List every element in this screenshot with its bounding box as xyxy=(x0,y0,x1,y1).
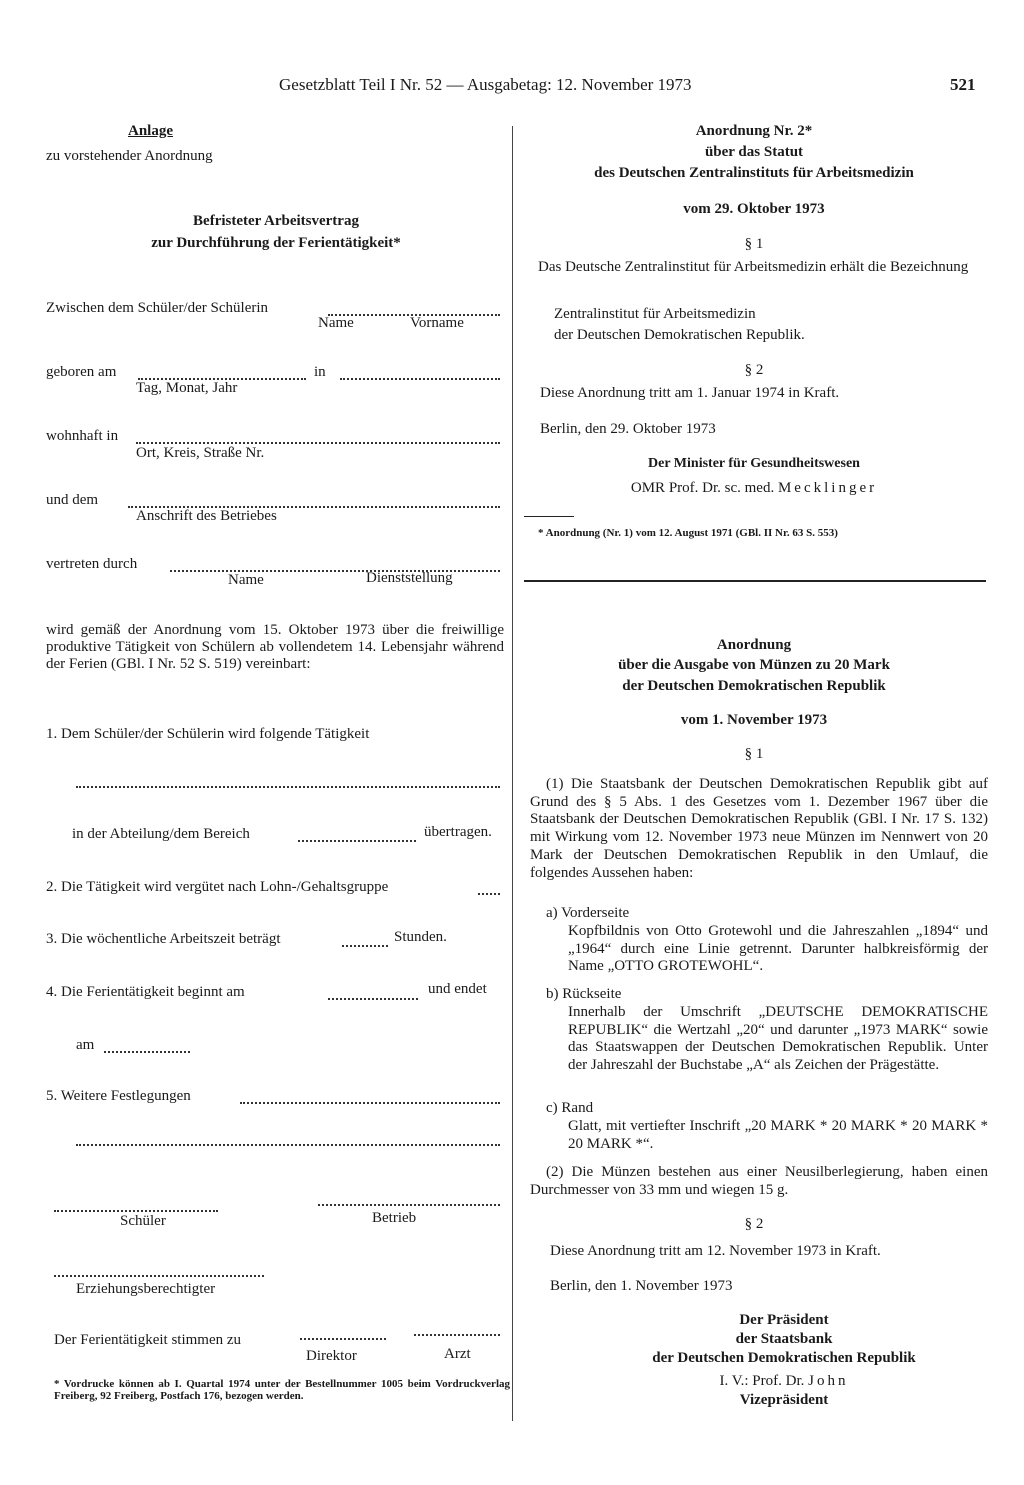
column-divider xyxy=(512,126,513,1421)
ord2-signatory-1: Der Präsident xyxy=(739,1312,829,1328)
ord1-date: vom 29. Oktober 1973 xyxy=(683,201,825,217)
ord2-vizepraesident: Vizepräsident xyxy=(739,1392,829,1408)
activity-field[interactable] xyxy=(76,786,500,788)
ord2-date: vom 1. November 1973 xyxy=(680,712,828,728)
ord1-title-1: Anordnung Nr. 2* xyxy=(695,123,813,139)
ord1-signature-prefix: OMR Prof. Dr. sc. med. xyxy=(630,480,775,496)
ord2-iv-name: John xyxy=(808,1373,849,1389)
section-separator-rule xyxy=(524,580,986,582)
vorname-caption: Vorname xyxy=(410,315,464,331)
item-1-text: 1. Dem Schüler/der Schülerin wird folgende Tätigkeit xyxy=(46,726,370,742)
page-number: 521 xyxy=(950,75,976,94)
ord1-title-3: des Deutschen Zentralinstituts für Arbeitsmedizin xyxy=(594,165,914,181)
arzt-caption: Arzt xyxy=(444,1346,471,1362)
birth-place-field[interactable] xyxy=(340,378,500,380)
ord2-iv-prefix: I. V.: Prof. Dr. xyxy=(719,1373,805,1389)
direktor-caption: Direktor xyxy=(306,1348,357,1364)
schueler-signature-field[interactable] xyxy=(54,1210,218,1212)
further-terms-field-2[interactable] xyxy=(76,1144,500,1146)
ort-caption: Ort, Kreis, Straße Nr. xyxy=(136,445,265,461)
ord2-iv-signature xyxy=(524,1373,1024,1390)
und-dem-label: und dem xyxy=(46,492,99,508)
ord2-signatory-2: der Staatsbank xyxy=(735,1331,833,1347)
ord1-section-2: § 2 xyxy=(744,362,764,378)
left-footnote: * Vordrucke können ab I. Quartal 1974 unter der Bestellnummer 1005 beim Vordruckverlag Freiberg, 92 Freiberg, Postfach 176, bezogen werden. xyxy=(54,1378,510,1402)
item-3-text: 3. Die wöchentliche Arbeitszeit beträgt xyxy=(46,931,281,947)
address-field[interactable] xyxy=(136,442,500,444)
ord1-name-1: Zentralinstitut für Arbeitsmedizin xyxy=(554,306,756,322)
ord2-c-label: c) Rand xyxy=(546,1100,594,1116)
ord2-title-2: über die Ausgabe von Münzen zu 20 Mark xyxy=(618,657,890,673)
department-field[interactable] xyxy=(298,840,416,842)
erziehung-caption: Erziehungsberechtigter xyxy=(76,1281,216,1297)
dienst-caption: Dienststellung xyxy=(366,570,453,586)
wohnhaft-label: wohnhaft in xyxy=(46,428,119,444)
betrieb-caption: Betrieb xyxy=(372,1210,417,1226)
schueler-caption: Schüler xyxy=(120,1213,166,1229)
contract-title-2: zur Durchführung der Ferientätigkeit* xyxy=(151,235,401,251)
ord2-a-label: a) Vorderseite xyxy=(546,905,630,921)
ord2-title-1: Anordnung xyxy=(716,637,792,653)
tag-caption: Tag, Monat, Jahr xyxy=(136,380,238,396)
start-date-field[interactable] xyxy=(328,998,418,1000)
ord1-signature xyxy=(524,480,984,497)
anschrift-caption: Anschrift des Betriebes xyxy=(136,508,277,524)
item-5-text: 5. Weitere Festlegungen xyxy=(46,1088,191,1104)
ord2-c-text: Glatt, mit vertiefter Inschrift „20 MARK * 20 MARK * 20 MARK * 20 MARK *“. xyxy=(568,1118,988,1152)
ord2-b-text: Innerhalb der Umschrift „DEUTSCHE DEMOKRATISCHE REPUBLIK“ die Wertzahl „20“ und darunter „1973 MARK“ sowie das Staatswappen der Deutschen Demokratischen Republik. Unter der Jahreszahl der Buchstabe „A“ als Zeichen der Prägestätte. xyxy=(568,1004,988,1074)
geboren-label: geboren am xyxy=(46,364,117,380)
ord1-footnote-rule xyxy=(524,516,574,517)
betrieb-signature-field[interactable] xyxy=(318,1204,500,1206)
item-2-text: 2. Die Tätigkeit wird vergütet nach Lohn-/Gehaltsgruppe xyxy=(46,879,389,895)
ord2-section-2-text: Diese Anordnung tritt am 12. November 1973 in Kraft. xyxy=(550,1243,881,1259)
vertreten-label: vertreten durch xyxy=(46,556,138,572)
zwischen-label: Zwischen dem Schüler/der Schülerin xyxy=(46,300,269,316)
ord2-signatory-3: der Deutschen Demokratischen Republik xyxy=(652,1350,916,1366)
ord1-footnote: * Anordnung (Nr. 1) vom 12. August 1971 (GBl. II Nr. 63 S. 553) xyxy=(538,527,838,539)
arzt-signature-field[interactable] xyxy=(414,1334,500,1336)
guardian-signature-field[interactable] xyxy=(54,1275,264,1277)
item-1-abteilung: in der Abteilung/dem Bereich xyxy=(72,826,250,842)
hours-field[interactable] xyxy=(342,945,388,947)
ord2-title-3: der Deutschen Demokratischen Republik xyxy=(622,678,886,694)
ord2-section-1-text: (1) Die Staatsbank der Deutschen Demokratischen Republik gibt auf Grund des § 5 Abs. 1 des Gesetzes vom 1. Dezember 1967 über die Staatsbank der Deutschen Demokratischen Republik (GBl. I Nr. 17 S. 132) mit Wirkung vom 12. November 1973 neue Münzen im Nennwert von 20 Mark der Deutschen Demokratischen Republik in den Umlauf, die folgendes Aussehen haben: xyxy=(530,776,988,881)
stimmen-label: Der Ferientätigkeit stimmen zu xyxy=(54,1332,242,1348)
ord2-b-label: b) Rückseite xyxy=(546,986,622,1002)
item-4-endet: und endet xyxy=(428,981,487,997)
anlage-title: Anlage xyxy=(128,123,173,139)
item-4-text: 4. Die Ferientätigkeit beginnt am xyxy=(46,984,245,1000)
item-1-uebertragen: übertragen. xyxy=(424,824,492,840)
ord2-place-date: Berlin, den 1. November 1973 xyxy=(550,1278,733,1294)
page-header-title: Gesetzblatt Teil I Nr. 52 — Ausgabetag: 12. November 1973 xyxy=(279,75,692,94)
contract-title-1: Befristeter Arbeitsvertrag xyxy=(193,213,359,229)
ord2-section-1-para-2: (2) Die Münzen bestehen aus einer Neusilberlegierung, haben einen Durchmesser von 33 mm und wiegen 15 g. xyxy=(530,1164,988,1198)
ord2-section-2: § 2 xyxy=(744,1216,764,1232)
ord2-a-text: Kopfbildnis von Otto Grotewohl und die Jahreszahlen „1894“ und „1964“ durch eine Linie getrennt. Darunter halbkreisförmig der Name „OTTO GROTEWOHL“. xyxy=(568,923,988,975)
ord1-section-2-text: Diese Anordnung tritt am 1. Januar 1974 in Kraft. xyxy=(540,385,840,401)
ord1-section-1: § 1 xyxy=(744,236,764,252)
ord1-place-date: Berlin, den 29. Oktober 1973 xyxy=(540,421,716,437)
further-terms-field-1[interactable] xyxy=(240,1102,500,1104)
name2-caption: Name xyxy=(228,572,264,588)
ord2-section-1: § 1 xyxy=(744,746,764,762)
ord1-title-2: über das Statut xyxy=(704,144,804,160)
anlage-subtitle: zu vorstehender Anordnung xyxy=(46,148,213,164)
ord1-minister: Der Minister für Gesundheitswesen xyxy=(648,456,860,471)
item-4-am: am xyxy=(76,1037,95,1053)
end-date-field[interactable] xyxy=(104,1051,190,1053)
item-3-stunden: Stunden. xyxy=(394,929,447,945)
wage-group-field[interactable] xyxy=(478,893,500,895)
intro-paragraph: wird gemäß der Anordnung vom 15. Oktober 1973 über die freiwillige produktive Tätigkeit von Schülern ab vollendetem 14. Lebensjahr während der Ferien (GBl. I Nr. 52 S. 519) vereinbart: xyxy=(46,622,504,672)
direktor-signature-field[interactable] xyxy=(300,1338,386,1340)
ord1-signature-name: Mecklinger xyxy=(777,480,878,496)
ord1-name-2: der Deutschen Demokratischen Republik. xyxy=(554,327,805,343)
in-label: in xyxy=(314,364,326,380)
ord1-section-1-text: Das Deutsche Zentralinstitut für Arbeitsmedizin erhält die Bezeichnung xyxy=(538,259,969,275)
name-caption: Name xyxy=(318,315,354,331)
